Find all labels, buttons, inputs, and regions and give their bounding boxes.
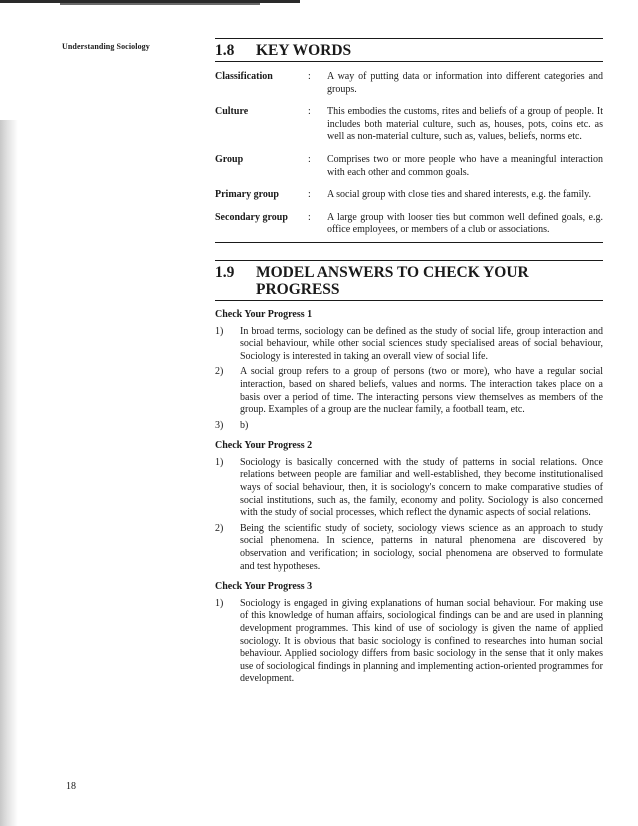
- page-body: [215, 38, 603, 689]
- answer-text: A social group refers to a group of persons (two or more), who have a regular social interaction, based on shared beliefs, values and norms. The interaction takes place on a basis over a period of time. The interacting persons view themselves as members of the group. Examples of a group are the nuclear family, a football team, etc.: [240, 366, 603, 416]
- key-word-colon: :: [308, 71, 311, 82]
- key-word-term: Secondary group: [215, 211, 288, 223]
- check-progress-heading: Check Your Progress 3: [215, 581, 313, 593]
- check-progress-heading: Check Your Progress 2: [215, 440, 313, 452]
- answer-number: 2): [215, 522, 224, 534]
- key-word-colon: :: [308, 153, 311, 165]
- key-word-term: Culture: [215, 106, 249, 118]
- key-word-row: [215, 106, 603, 144]
- answer-number: 1): [215, 456, 224, 468]
- key-word-definition: A large group with looser ties but common well defined goals, e.g. office employees, or members of a club or associations.: [327, 211, 603, 236]
- check-progress-heading: Check Your Progress 1: [215, 308, 313, 320]
- key-word-definition: This embodies the customs, rites and beliefs of a group of people. It includes both material culture, such as, houses, pots, coins etc. as well as non-material culture, such as, values, beliefs, norms etc.: [327, 106, 603, 143]
- answer-item: [215, 598, 603, 686]
- key-word-term: Group: [215, 153, 244, 165]
- scan-edge-left: [0, 120, 18, 826]
- check-your-progress-3: [215, 581, 603, 686]
- answer-item: [215, 420, 603, 433]
- key-word-row: [215, 189, 603, 202]
- answer-text: Being the scientific study of society, sociology views science as an approach to study social phenomena. In science, patterns in natural phenomena are discovered by observation and verification; in sociology, social phenomena are observed to formulate and test hypotheses.: [240, 522, 603, 572]
- section-number: 1.9: [215, 263, 235, 281]
- key-word-row: [215, 154, 603, 179]
- answer-item: [215, 326, 603, 364]
- answer-item: [215, 366, 603, 416]
- key-word-colon: :: [308, 211, 311, 223]
- section-title: KEY WORDS: [256, 42, 352, 59]
- section-number: 1.8: [215, 42, 235, 59]
- running-head: Understanding Sociology: [62, 42, 150, 51]
- section-rule-bottom: [215, 61, 603, 62]
- answer-item: [215, 457, 603, 520]
- key-word-term: Classification: [215, 71, 273, 82]
- page-number: 18: [66, 781, 76, 792]
- answer-number: 2): [215, 366, 224, 378]
- key-word-colon: :: [308, 189, 311, 201]
- key-word-colon: :: [308, 106, 311, 118]
- scan-edge-top-shadow: [60, 3, 260, 5]
- answer-number: 1): [215, 597, 224, 609]
- key-word-row: [215, 212, 603, 237]
- answer-item: [215, 523, 603, 573]
- section-heading-key-words: [215, 39, 603, 61]
- check-your-progress-1: [215, 309, 603, 432]
- answer-number: 3): [215, 419, 224, 431]
- key-words-list: [215, 71, 603, 237]
- key-word-term: Primary group: [215, 189, 279, 201]
- key-word-row: [215, 71, 603, 96]
- answer-number: 1): [215, 325, 224, 337]
- key-word-definition: A way of putting data or information into different categories and groups.: [327, 71, 603, 95]
- answer-text: Sociology is basically concerned with the study of patterns in social relations. Once relations between people are familiar and well-established, they become institutionalised ways of social behaviour, then, it is sociology's concern to make comparative studies of social institutions, such as, the family, economy and polity. Sociology is also concerned with the study of social processes, which reflect the dynamic aspects of social relations.: [240, 456, 603, 519]
- key-word-definition: Comprises two or more people who have a meaningful interaction with each other and common goals.: [327, 153, 603, 178]
- key-word-definition: A social group with close ties and shared interests, e.g. the family.: [327, 189, 592, 201]
- section-title: MODEL ANSWERS TO CHECK YOUR PROGRESS: [256, 263, 529, 298]
- answer-text: Sociology is engaged in giving explanations of human social behaviour. For making use of this knowledge of human affairs, sociological findings can be and are used in planning development programmes. This kind of use of sociology is given the name of applied sociology. It is obvious that basic sociology is confined to researches into human social behaviour. Applied sociology differs from basic sociology in the sense that it only makes use of sociological findings in planning and implementing action-oriented programmes for development.: [240, 597, 603, 685]
- answer-text: In broad terms, sociology can be defined as the study of social life, group interaction and social behaviour, while other social sciences study specialised areas of social behaviour, Sociology is interested in taking an overall view of social life.: [240, 325, 603, 362]
- check-your-progress-2: [215, 440, 603, 573]
- section-heading-model-answers: [215, 261, 603, 300]
- answer-text: b): [240, 419, 249, 431]
- section-rule-bottom: [215, 300, 603, 301]
